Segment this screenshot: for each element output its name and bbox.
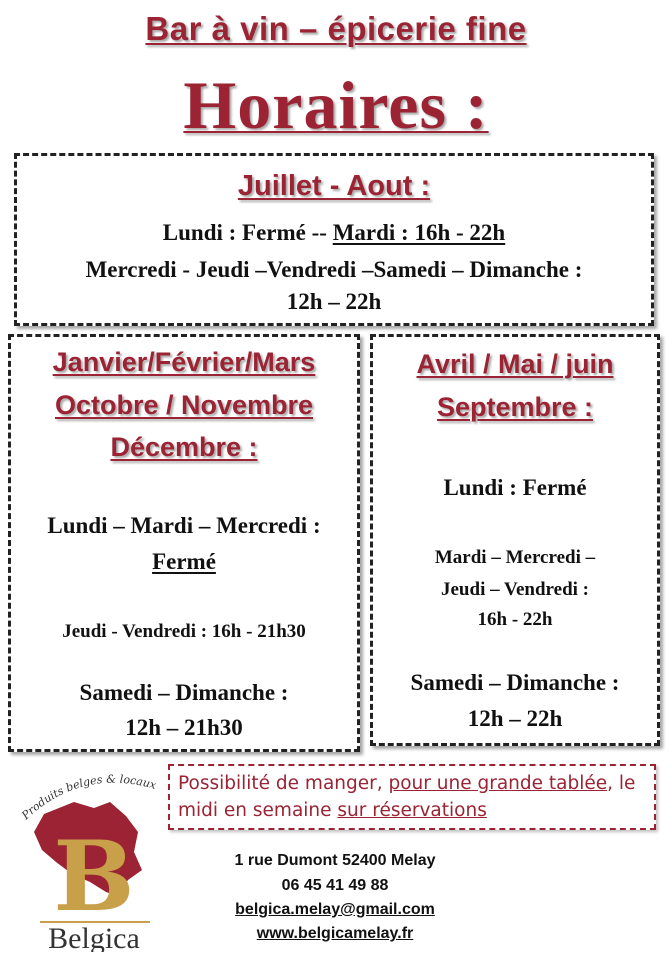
belgica-logo-graphic — [14, 762, 174, 952]
winter-weekend-hours: 12h – 21h30 — [125, 715, 243, 740]
contact-website[interactable]: www.belgicamelay.fr — [256, 925, 414, 942]
page-title: Horaires : — [183, 67, 489, 143]
spring-hours-box — [370, 334, 660, 746]
winter-closed-days: Lundi – Mardi – Mercredi : — [47, 513, 321, 538]
summer-tuesday: Mardi : 16h - 22h — [332, 220, 506, 245]
summer-heading: Juillet - Aout : — [237, 170, 431, 202]
winter-heading-2: Octobre / Novembre — [54, 390, 314, 420]
notice-text-4: sur réservations — [337, 800, 487, 821]
winter-weekday-hours: Jeudi - Vendredi : 16h - 21h30 — [62, 621, 306, 642]
spring-closed-line: Lundi : Fermé — [443, 475, 587, 500]
summer-hours-box — [14, 153, 654, 326]
spring-weekday-line-2: Jeudi – Vendredi : — [441, 579, 589, 600]
summer-line-1 — [17, 220, 651, 246]
belgica-logo — [14, 762, 174, 952]
winter-hours-box — [8, 334, 360, 752]
notice-text-3: , le midi en semaine — [178, 773, 636, 821]
spring-heading-1: Avril / Mai / juin — [416, 349, 614, 379]
spring-heading-2: Septembre : — [436, 392, 594, 422]
winter-heading-3: Décembre : — [110, 432, 258, 462]
contact-phone: 06 45 41 49 88 — [281, 877, 389, 894]
spring-weekday-line-1: Mardi – Mercredi – — [434, 547, 596, 568]
page-subtitle: Bar à vin – épicerie fine — [145, 10, 527, 47]
notice-text-2: pour une grande tablée — [388, 773, 608, 794]
logo-letter: B — [53, 820, 135, 933]
notice-text-1: Possibilité de manger, — [178, 773, 389, 794]
logo-arc-text: Produits belges & locaux — [19, 772, 158, 823]
summer-line-2: Mercredi - Jeudi –Vendredi –Samedi – Dimanche : — [85, 257, 583, 282]
winter-weekend-days: Samedi – Dimanche : — [79, 680, 289, 705]
contact-email[interactable]: belgica.melay@gmail.com — [235, 901, 435, 918]
winter-closed-label: Fermé — [152, 549, 216, 574]
logo-name: Belgica — [48, 922, 140, 952]
reservation-notice — [168, 764, 656, 830]
spring-weekday-hours: 16h - 22h — [477, 609, 553, 630]
spring-weekend-hours: 12h – 22h — [467, 706, 563, 731]
contact-address: 1 rue Dumont 52400 Melay — [234, 852, 436, 869]
summer-line-3: 12h – 22h — [286, 289, 382, 314]
spring-weekend-days: Samedi – Dimanche : — [410, 670, 620, 695]
summer-monday: Lundi : Fermé -- — [162, 220, 333, 245]
winter-heading-1: Janvier/Février/Mars — [52, 347, 316, 377]
